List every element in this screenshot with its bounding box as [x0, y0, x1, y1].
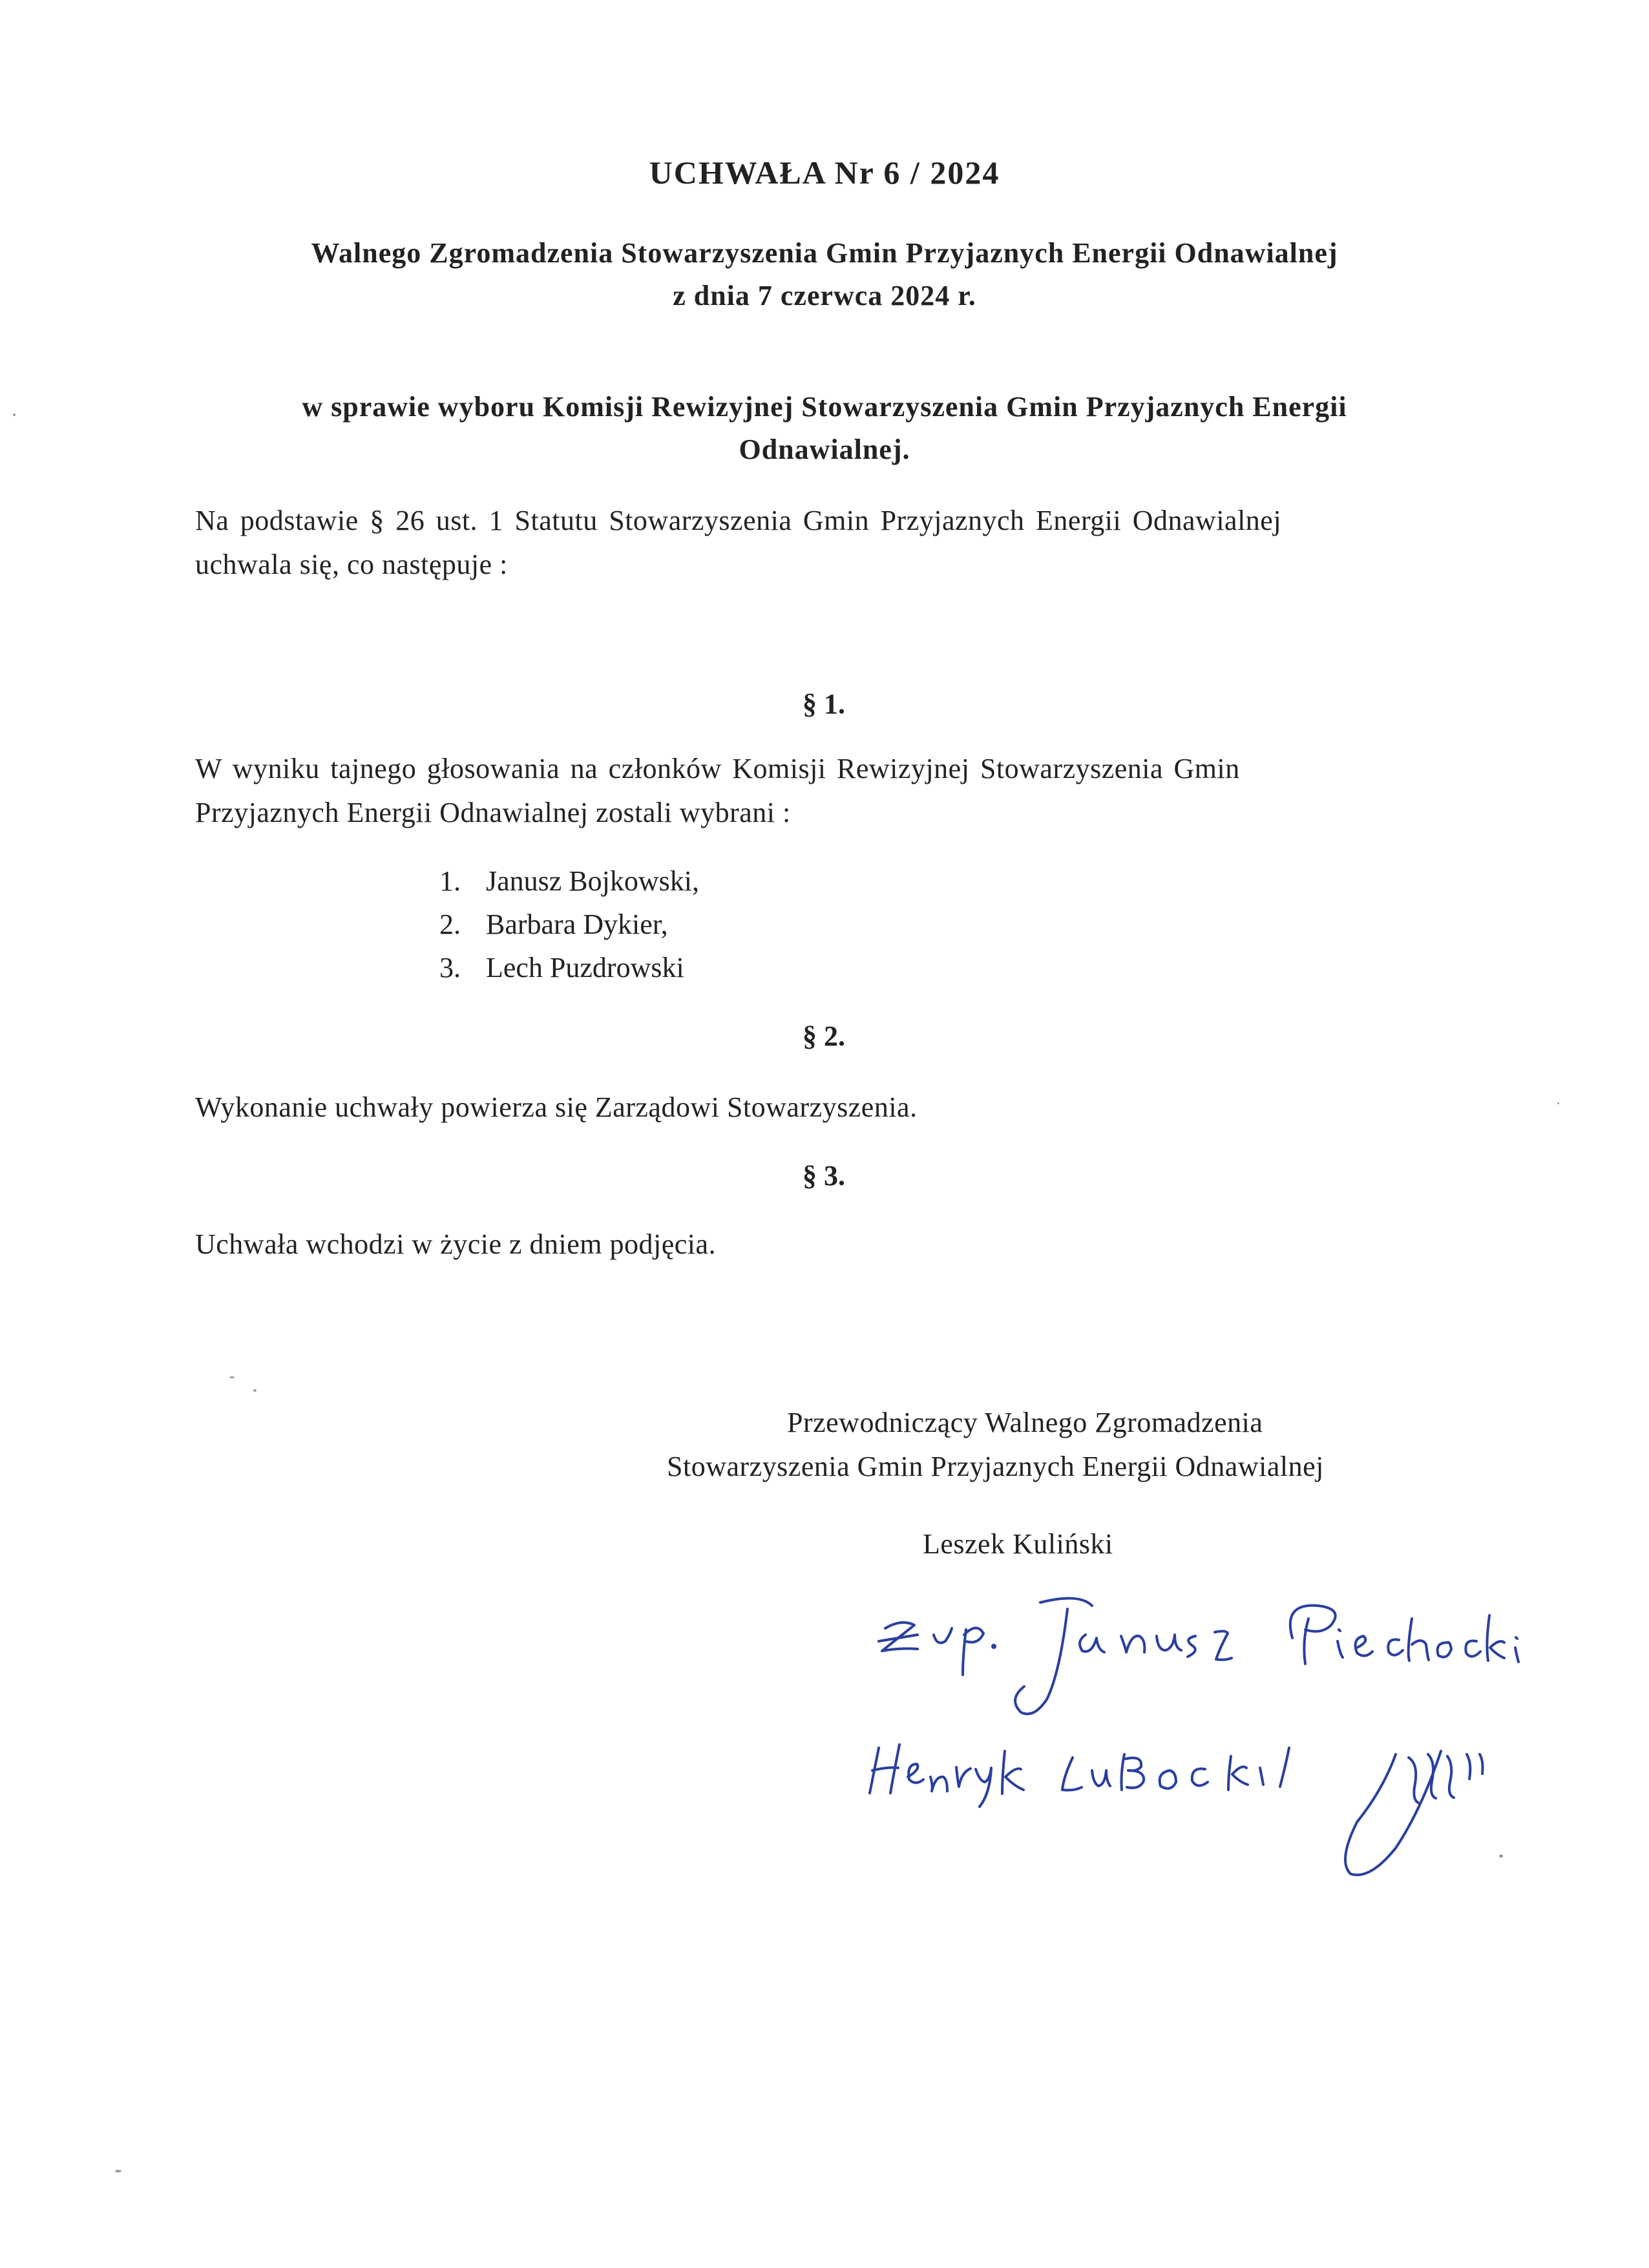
section-3-text: Uchwała wchodzi w życie z dniem podjęcia. — [195, 1228, 717, 1260]
section-2-mark: § 2. — [803, 1020, 845, 1052]
handwritten-signature — [827, 1590, 1538, 1926]
list-item-number: 3. — [439, 952, 461, 983]
list-item-number: 1. — [439, 865, 461, 897]
list-item — [439, 903, 699, 946]
issuer-line: Walnego Zgromadzenia Stowarzyszenia Gmin Przyjaznych Energii Odnawialnej — [311, 237, 1338, 269]
chair-name: Leszek Kuliński — [923, 1528, 1113, 1560]
section-1-mark: § 1. — [803, 688, 845, 720]
legal-basis-line-2: uchwala się, co następuje : — [195, 549, 508, 580]
signature-role-line-1: Przewodniczący Walnego Zgromadzenia — [787, 1407, 1263, 1438]
scan-speck — [13, 414, 16, 416]
scan-speck — [115, 2170, 121, 2172]
list-item — [439, 946, 699, 989]
member-name: Barbara Dykier, — [486, 908, 668, 940]
list-item — [439, 859, 699, 903]
section-1-text-line-2: Przyjaznych Energii Odnawialnej zostali wybrani : — [195, 797, 791, 828]
scan-speck — [229, 1376, 235, 1378]
list-item-number: 2. — [439, 908, 461, 940]
scan-speck — [253, 1389, 257, 1392]
subject-line-2: Odnawialnej. — [739, 434, 910, 465]
section-1-text-line-1: W wyniku tajnego głosowania na członków Komisji Rewizyjnej Stowarzyszenia Gmin — [195, 753, 1240, 784]
elected-members-list — [439, 859, 699, 989]
member-name: Janusz Bojkowski, — [486, 865, 699, 897]
legal-basis-line-1: Na podstawie § 26 ust. 1 Statutu Stowarzyszenia Gmin Przyjaznych Energii Odnawialnej — [195, 505, 1282, 536]
resolution-title: UCHWAŁA Nr 6 / 2024 — [649, 154, 1000, 191]
subject-line-1: w sprawie wyboru Komisji Rewizyjnej Stowarzyszenia Gmin Przyjaznych Energii — [302, 391, 1347, 423]
section-3-mark: § 3. — [803, 1160, 845, 1192]
date-line: z dnia 7 czerwca 2024 r. — [673, 280, 976, 311]
member-name: Lech Puzdrowski — [486, 952, 684, 983]
scan-speck — [1557, 1102, 1559, 1104]
scan-speck — [1499, 1854, 1503, 1858]
signature-role-line-2: Stowarzyszenia Gmin Przyjaznych Energii Odnawialnej — [667, 1451, 1324, 1482]
section-2-text: Wykonanie uchwały powierza się Zarządowi Stowarzyszenia. — [195, 1091, 918, 1123]
